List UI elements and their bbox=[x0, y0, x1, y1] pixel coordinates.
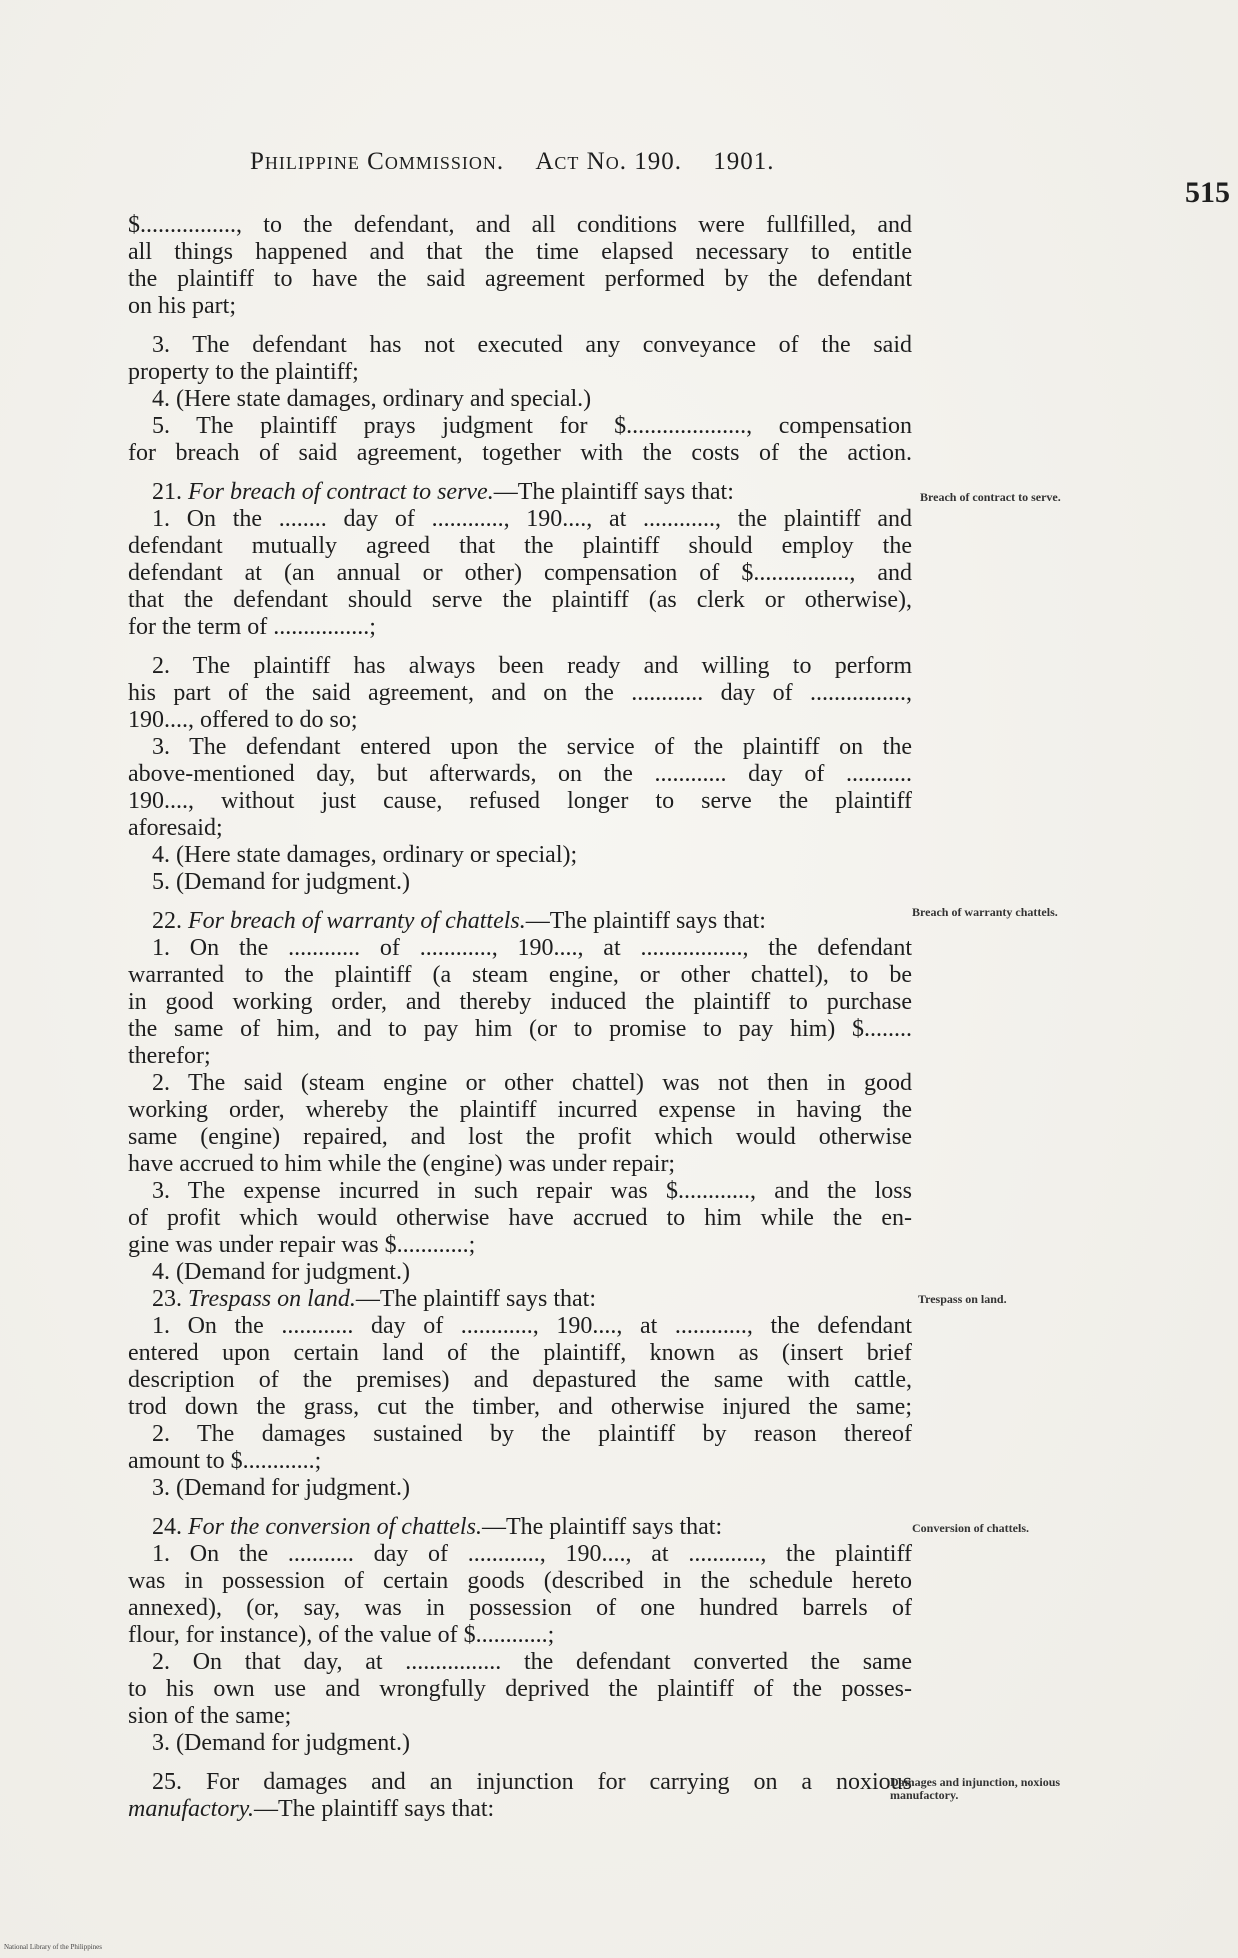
text-line: 1. On the ............ of ............, 190...., at ................., the defendant bbox=[152, 935, 912, 961]
text-line: 5. (Demand for judgment.) bbox=[152, 869, 410, 895]
running-header bbox=[250, 148, 774, 176]
text-line: aforesaid; bbox=[128, 815, 223, 841]
text-line: defendant mutually agreed that the plaintiff should employ the bbox=[128, 533, 912, 559]
margin-note-breach-contract: Breach of contract to serve. bbox=[920, 490, 1061, 504]
text-line: annexed), (or, say, was in possession of one hundred barrels of bbox=[128, 1595, 912, 1621]
text-line: 3. (Demand for judgment.) bbox=[152, 1475, 410, 1501]
text-line: 3. The expense incurred in such repair was $............, and the loss bbox=[152, 1178, 912, 1204]
text-line: property to the plaintiff; bbox=[128, 359, 359, 385]
text-line: 21. For breach of contract to serve.—The plaintiff says that: bbox=[152, 479, 734, 505]
footer-credit: National Library of the Philippines bbox=[4, 1943, 102, 1951]
text-line: 22. For breach of warranty of chattels.—The plaintiff says that: bbox=[152, 908, 766, 934]
text-line: 23. Trespass on land.—The plaintiff says that: bbox=[152, 1286, 596, 1312]
text-line: 1. On the ........... day of ............, 190...., at ............, the plaintiff bbox=[152, 1541, 912, 1567]
text-line: of profit which would otherwise have accrued to him while the en- bbox=[128, 1205, 912, 1231]
text-line: 2. The said (steam engine or other chattel) was not then in good bbox=[152, 1070, 912, 1096]
section-heading: manufactory. bbox=[128, 1796, 254, 1822]
paragraph-gap bbox=[128, 1502, 912, 1514]
section-heading: For the conversion of chattels. bbox=[188, 1514, 482, 1540]
body-text bbox=[128, 212, 912, 1823]
text-line: the plaintiff to have the said agreement performed by the defendant bbox=[128, 266, 912, 292]
text-line: 5. The plaintiff prays judgment for $...................., compensation bbox=[152, 413, 912, 439]
margin-note-breach-warranty: Breach of warranty chattels. bbox=[912, 905, 1058, 919]
text-line: the same of him, and to pay him (or to promise to pay him) $........ bbox=[128, 1016, 912, 1042]
margin-note-conversion: Conversion of chattels. bbox=[912, 1521, 1029, 1535]
section-heading: For breach of contract to serve. bbox=[188, 479, 494, 505]
margin-note-trespass: Trespass on land. bbox=[918, 1292, 1007, 1306]
text-line: 3. The defendant entered upon the service of the plaintiff on the bbox=[152, 734, 912, 760]
text-line: therefor; bbox=[128, 1043, 211, 1069]
text-line: 1. On the ........ day of ............, 190...., at ............, the plaintiff and bbox=[152, 506, 912, 532]
paragraph-gap bbox=[128, 320, 912, 332]
text-line: 3. The defendant has not executed any conveyance of the said bbox=[152, 332, 912, 358]
paragraph-gap bbox=[128, 467, 912, 479]
text-line: warranted to the plaintiff (a steam engine, or other chattel), to be bbox=[128, 962, 912, 988]
text-line: 1. On the ............ day of ............, 190...., at ............, the defendant bbox=[152, 1313, 912, 1339]
paragraph-gap bbox=[128, 641, 912, 653]
text-line: 4. (Demand for judgment.) bbox=[152, 1259, 410, 1285]
section-heading: For breach of warranty of chattels. bbox=[188, 908, 526, 934]
text-line: trod down the grass, cut the timber, and otherwise injured the same; bbox=[128, 1394, 912, 1420]
text-line: sion of the same; bbox=[128, 1703, 292, 1729]
text-line: his part of the said agreement, and on the ............ day of ................, bbox=[128, 680, 912, 706]
text-line: entered upon certain land of the plaintiff, known as (insert brief bbox=[128, 1340, 912, 1366]
text-line: amount to $............; bbox=[128, 1448, 322, 1474]
text-line: for the term of ................; bbox=[128, 614, 376, 640]
paragraph-gap bbox=[128, 1757, 912, 1769]
text-line: in good working order, and thereby induced the plaintiff to purchase bbox=[128, 989, 912, 1015]
section-heading: Trespass on land. bbox=[188, 1286, 356, 1312]
paragraph-gap bbox=[128, 896, 912, 908]
text-line: flour, for instance), of the value of $............; bbox=[128, 1622, 555, 1648]
text-line: was in possession of certain goods (described in the schedule hereto bbox=[128, 1568, 912, 1594]
text-line: same (engine) repaired, and lost the profit which would otherwise bbox=[128, 1124, 912, 1150]
header-act: Act No. 190. bbox=[535, 148, 682, 175]
text-line: 2. The plaintiff has always been ready and willing to perform bbox=[152, 653, 912, 679]
text-line: 190...., without just cause, refused longer to serve the plaintiff bbox=[128, 788, 912, 814]
text-line: for breach of said agreement, together with the costs of the action. bbox=[128, 440, 912, 466]
text-line: 25. For damages and an injunction for carrying on a noxious bbox=[152, 1769, 912, 1795]
text-line: 24. For the conversion of chattels.—The plaintiff says that: bbox=[152, 1514, 723, 1540]
margin-note-damages: Damages and injunction, noxious manufactory. bbox=[890, 1775, 1061, 1802]
text-line: 3. (Demand for judgment.) bbox=[152, 1730, 410, 1756]
text-line: to his own use and wrongfully deprived the plaintiff of the posses- bbox=[128, 1676, 912, 1702]
text-line: working order, whereby the plaintiff incurred expense in having the bbox=[128, 1097, 912, 1123]
text-line: defendant at (an annual or other) compensation of $................, and bbox=[128, 560, 912, 586]
text-line: 2. The damages sustained by the plaintiff by reason thereof bbox=[152, 1421, 912, 1447]
text-line: that the defendant should serve the plaintiff (as clerk or otherwise), bbox=[128, 587, 912, 613]
text-line: gine was under repair was $............; bbox=[128, 1232, 476, 1258]
page-number: 515 bbox=[1185, 176, 1230, 209]
text-line: 4. (Here state damages, ordinary or special); bbox=[152, 842, 578, 868]
text-line: 4. (Here state damages, ordinary and special.) bbox=[152, 386, 592, 412]
text-line: on his part; bbox=[128, 293, 236, 319]
text-line: have accrued to him while the (engine) was under repair; bbox=[128, 1151, 676, 1177]
text-line: 190...., offered to do so; bbox=[128, 707, 358, 733]
header-commission: Philippine Commission. bbox=[250, 148, 505, 175]
text-line: $................, to the defendant, and all conditions were fullfilled, and bbox=[128, 212, 912, 238]
text-line: manufactory.—The plaintiff says that: bbox=[128, 1796, 495, 1822]
text-line: 2. On that day, at ................ the defendant converted the same bbox=[152, 1649, 912, 1675]
header-year: 1901. bbox=[713, 148, 775, 175]
text-line: above-mentioned day, but afterwards, on the ............ day of ........... bbox=[128, 761, 912, 787]
text-line: all things happened and that the time elapsed necessary to entitle bbox=[128, 239, 912, 265]
text-line: description of the premises) and depastured the same with cattle, bbox=[128, 1367, 912, 1393]
